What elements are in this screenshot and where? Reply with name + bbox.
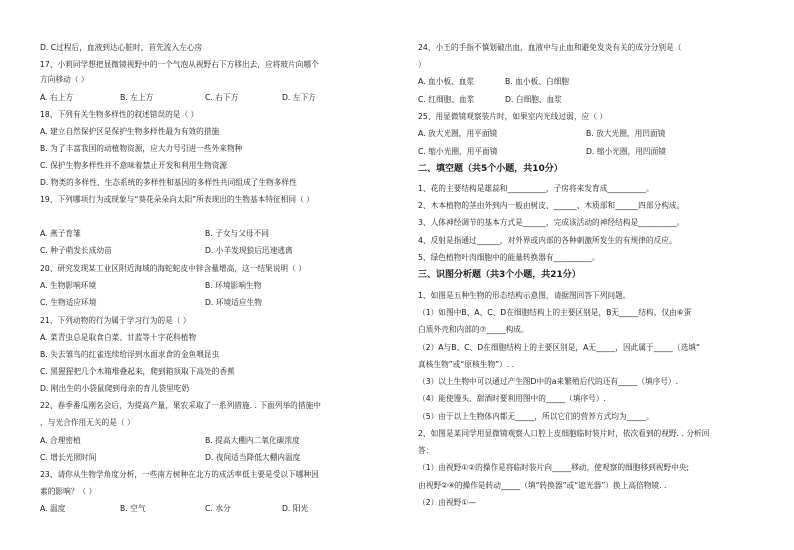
q23-option-b: B. 空气 <box>120 504 146 513</box>
q19-option-a: A. 燕子育雏 <box>40 229 81 238</box>
figure-q2-line: 2、如图是某同学用显微镜观察人口腔上皮细胞临时装片时，依次看到的视野. . 分析回 <box>418 429 710 438</box>
q19-option-d: D. 小羊发现狼后迅速逃离 <box>205 246 293 255</box>
fill-blank-4: 4、反射是指通过______，对外界或内部的各种刺激所发生的有规律的反应。 <box>418 236 677 245</box>
q19-option-c: C. 种子萌发长成幼苗 <box>40 246 112 255</box>
q25-option-d: D. 缩小光圈，用凹面镜 <box>586 147 666 156</box>
figure-q1-line: （3）以上生物中可以通过产生图D中的a来繁殖后代的还有_____（填序号）. <box>418 377 679 386</box>
q21-option-d: D. 刚出生的小袋鼠爬到母亲的育儿袋里吃奶 <box>40 384 190 393</box>
q19-stem: 19、下列哪项行为或现象与“葵花朵朵向太阳”所表现出的生物基本特征相同（ ） <box>40 195 314 204</box>
q21-option-a: A. 菜青虫总是取食白菜、甘蓝等十字花科植物 <box>40 333 197 342</box>
q18-option-a: A. 建立自然保护区是保护生物多样性最为有效的措施 <box>40 127 220 136</box>
q16-option-d: D. C过程后，血液到达心脏时，首先流入左心房 <box>40 43 203 52</box>
q23-option-c: C. 水分 <box>205 504 231 513</box>
fill-blank-3: 3、人体神经调节的基本方式是______，完成该活动的神经结构是__________。 <box>418 218 685 227</box>
q22-option-b: B. 提高大棚内二氧化碳浓度 <box>205 436 300 445</box>
q20-option-d: D. 环境适应生物 <box>205 298 262 307</box>
q24-option-c: C. 红细胞、血浆 <box>418 95 475 104</box>
q21-option-b: B. 失去雏鸟的红雀连续给浮到水面求食的金鱼喂昆虫 <box>40 350 220 359</box>
q17-stem-line2: 方向移动（ ） <box>40 75 89 84</box>
q21-stem: 21、下列动物的行为属于学习行为的是（ ） <box>40 316 191 325</box>
q24-stem-line1: 24、小王的手指不慎划破出血，血液中与止血和避免发炎有关的成分分别是（ <box>418 43 682 52</box>
q20-stem: 20、研究发现某工业区附近海域的海蛇蛇皮中锌含量增高，这一结果说明（ ） <box>40 264 306 273</box>
q17-option-c: C. 右下方 <box>205 93 239 102</box>
figure-q1-line: 1、如图是五种生物的形态结构示意图，请据图回答下列问题。 <box>418 291 631 300</box>
q19-option-b: B. 子女与父母不同 <box>205 229 269 238</box>
q20-option-b: B. 环境影响生物 <box>205 281 262 290</box>
q23-stem-line2: 素的影响？（ ） <box>40 487 97 496</box>
q17-option-a: A. 右上方 <box>40 93 74 102</box>
fill-blank-1: 1、花的主要结构是雄蕊和__________，子房将来发育成__________。 <box>418 184 654 193</box>
figure-q2-line: 答： <box>418 446 434 455</box>
q18-option-b: B. 为了丰富我国的动植物资源，应大力号引进一些外来物种 <box>40 144 243 153</box>
q17-option-b: B. 左上方 <box>120 93 154 102</box>
q18-option-c: C. 保护生物多样性并不意味着禁止开发和利用生物资源 <box>40 161 228 170</box>
q24-option-b: B. 血小板、白细胞 <box>505 77 569 86</box>
figure-q1-line: 真核生物”或“原核生物”）. . <box>418 360 515 369</box>
figure-q2-line: （1）由视野①②的操作是将临时装片向_____移动，使观察的细胞移到视野中央; <box>418 463 690 472</box>
q22-stem-line1: 22、春季番瓜刚名会后，为提高产量，果农采取了一系列措施. . 下面列举的措施中 <box>40 401 321 410</box>
figure-q1-line: （5）由于以上生物体内都无_____，所以它们的营养方式均为_____。 <box>418 412 654 421</box>
figure-q1-line: （4）能使馒头、甜酒时要利用图中的_____（填序号）. <box>418 394 606 403</box>
q25-stem: 25、用显微镜观察装片时，如果室内光线过弱，应（ ） <box>418 112 608 121</box>
q24-option-a: A. 血小板、血浆 <box>418 77 475 86</box>
q24-stem-line2: ） <box>418 60 426 69</box>
q23-option-a: A. 温度 <box>40 504 66 513</box>
section3-title: 三、识图分析题（共3个小题，共21分） <box>418 270 581 280</box>
section2-title: 二、填空题（共5个小题，共10分） <box>418 164 563 174</box>
q23-option-d: D. 阳光 <box>282 504 309 513</box>
q20-option-c: C. 生物适应环境 <box>40 298 97 307</box>
q17-option-d: D. 左下方 <box>282 93 316 102</box>
figure-q1-line: 白质外壳和内部的⑦_____构成。 <box>418 325 529 334</box>
q23-stem-line1: 23、请你从生物学角度分析，一些南方树种在北方的成活率低主要是受以下哪种因 <box>40 470 319 479</box>
q22-option-a: A. 合理密植 <box>40 436 81 445</box>
q22-option-d: D. 夜间适当降低大棚内温度 <box>205 453 301 462</box>
figure-q1-line: （1）如图中B、A、C、D在细胞结构上的主要区别是，B无_____结构，仅由⑥蛋 <box>418 308 692 317</box>
q22-stem-line2: ，与光合作用无关的是（ ） <box>40 418 135 427</box>
q18-option-d: D. 物类的多样性、生态系统的多样性和基因的多样性共同组成了生物多样性 <box>40 178 297 187</box>
q25-option-b: B. 放大光圈，用凹面镜 <box>586 129 666 138</box>
figure-q2-line: （2）由视野①— <box>418 498 476 507</box>
figure-q1-line: （2）A与B、C、D在细胞结构上的主要区别是，A无_____，因此属于_____（选填“ <box>418 343 700 352</box>
q24-option-d: D. 白细胞、血浆 <box>505 95 562 104</box>
q25-option-a: A. 放大光圈，用平面镜 <box>418 129 498 138</box>
q21-option-c: C. 黑猩猩把几个木箱堆叠起来，爬到箱顶取下高处的香蕉 <box>40 367 235 376</box>
fill-blank-5: 5、绿色植物叶肉细胞中的能量转换器有__________。 <box>418 253 600 262</box>
q22-option-c: C. 增长光照时间 <box>40 453 97 462</box>
q20-option-a: A. 生物影响环境 <box>40 281 97 290</box>
q18-stem: 18、下列有关生物多样性的叙述错误的是（ ） <box>40 110 199 119</box>
fill-blank-2: 2、木本植物的茎由外到内一般由树皮、______、木质部和______四部分构成。 <box>418 201 685 210</box>
q25-option-c: C. 缩小光圈，用平面镜 <box>418 147 498 156</box>
figure-q2-line: 由视野②④的操作是转动_____（填“转换器”或“遮光器”）换上高倍物镜. . <box>418 481 667 490</box>
q17-stem-line1: 17、小莉同学想把显微镜视野中的一个气泡从视野右下方移出去，应将玻片向哪个 <box>40 60 319 69</box>
